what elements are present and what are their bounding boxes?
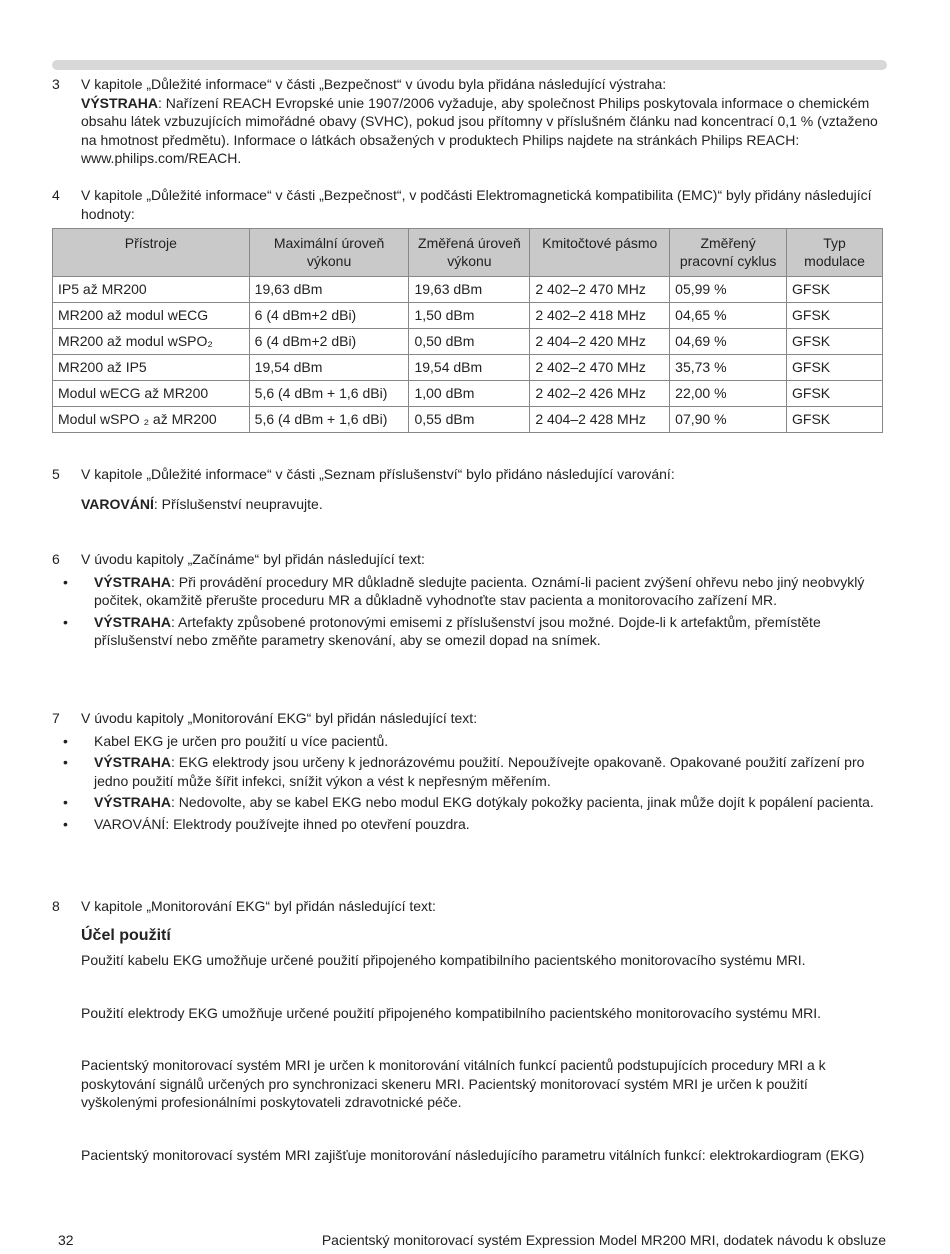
table-cell: Modul wECG až MR200 [53, 381, 250, 407]
table-cell: GFSK [787, 355, 883, 381]
table-cell: 19,54 dBm [409, 355, 530, 381]
table-header-row [53, 229, 883, 277]
table-cell: GFSK [787, 303, 883, 329]
item-5 [52, 465, 887, 513]
table-cell: 35,73 % [670, 355, 787, 381]
table-cell: GFSK [787, 277, 883, 303]
table-row [53, 329, 883, 355]
table-row [53, 407, 883, 433]
list-item [52, 573, 887, 610]
table-cell: GFSK [787, 329, 883, 355]
paragraph: Použití kabelu EKG umožňuje určené použití připojeného kompatibilního pacientského monitorovacího systému MRI. [81, 952, 806, 968]
warning-text: : Artefakty způsobené protonovými emisemi z příslušenství jsou možné. Dojde-li k artefaktům, přemístěte příslušenství nebo změňte parametry skenování, aby se omezil dopad na snímek. [94, 613, 821, 648]
table-cell: Modul wSPO ₂ až MR200 [53, 407, 250, 433]
table-cell: 0,55 dBm [409, 407, 530, 433]
warning-text: : EKG elektrody jsou určeny k jednorázovému použití. Nepoužívejte opakovaně. Opakované použití zařízení pro jedno použití může šířit infekci, snížit výkon a vést k nepřesným měřením. [94, 754, 865, 789]
item-3 [52, 75, 887, 168]
column-header: Maximální úroveň výkonu [249, 229, 409, 277]
list-item [52, 613, 887, 650]
table-cell: 6 (4 dBm+2 dBi) [249, 303, 409, 329]
warning-text: : Příslušenství neupravujte. [153, 495, 323, 512]
warning-label: VAROVÁNÍ [81, 495, 154, 512]
table-cell: 1,00 dBm [409, 381, 530, 407]
table-cell: 2 402–2 470 MHz [530, 277, 670, 303]
table-row [53, 355, 883, 381]
list-item [52, 753, 887, 790]
table-row [53, 277, 883, 303]
table-cell: 6 (4 dBm+2 dBi) [249, 329, 409, 355]
table-cell: 05,99 % [670, 277, 787, 303]
item-intro: V kapitole „Důležité informace“ v části „Bezpečnost“, v podčásti Elektromagnetická kompatibilita (EMC)“ byly přidány následující hodnoty: [81, 187, 872, 222]
list-item [52, 732, 887, 751]
list-item-text: Kabel EKG je určen pro použití u více pacientů. [94, 732, 389, 749]
table-cell: MR200 až modul wSPO₂ [53, 329, 250, 355]
bullet-icon: • [63, 732, 68, 749]
item-7 [52, 709, 887, 833]
bullet-icon: • [63, 794, 68, 810]
bullet-icon: • [63, 613, 68, 630]
list-item [52, 793, 887, 812]
item-8 [52, 897, 887, 1164]
table-row [53, 381, 883, 407]
column-header: Kmitočtové pásmo [530, 229, 670, 277]
table-cell: 2 402–2 418 MHz [530, 303, 670, 329]
warning-text: : Při provádění procedury MR důkladně sledujte pacienta. Oznámí-li pacient zvýšení ohřevu nebo jiný neobvyklý počitek, okamžitě přerušte proceduru MR a důkladně vyhodnoťte stav pacienta a monitorovacího zařízení MR. [94, 573, 865, 608]
table-cell: GFSK [787, 381, 883, 407]
table-cell: 07,90 % [670, 407, 787, 433]
column-header: Změřená úroveň výkonu [409, 229, 530, 277]
table-cell: 19,54 dBm [249, 355, 409, 381]
table-cell: MR200 až modul wECG [53, 303, 250, 329]
item-intro: V kapitole „Důležité informace“ v části „Seznam příslušenství“ bylo přidáno následující varování: [81, 466, 675, 482]
warning-label: VÝSTRAHA [94, 613, 172, 630]
emc-table [52, 228, 883, 433]
item-6 [52, 550, 887, 650]
item-number: 5 [52, 466, 60, 482]
top-rule [52, 60, 887, 70]
column-header: Typ modulace [787, 229, 883, 277]
table-cell: 0,50 dBm [409, 329, 530, 355]
item-intro: V úvodu kapitoly „Začínáme“ byl přidán následující text: [81, 551, 425, 567]
list-item [52, 815, 887, 834]
warning-paragraph [81, 94, 887, 168]
item-number: 3 [52, 76, 60, 92]
table-cell: 22,00 % [670, 381, 787, 407]
item-number: 7 [52, 710, 60, 726]
table-cell: 5,6 (4 dBm + 1,6 dBi) [249, 381, 409, 407]
list-item-text: VAROVÁNÍ: Elektrody používejte ihned po otevření pouzdra. [94, 815, 470, 832]
table-cell: 2 402–2 426 MHz [530, 381, 670, 407]
section-heading: Účel použití [81, 926, 171, 944]
paragraph: Pacientský monitorovací systém MRI zajišťuje monitorování následujícího parametru vitálních funkcí: elektrokardiogram (EKG) [81, 1146, 865, 1163]
table-cell: 2 404–2 428 MHz [530, 407, 670, 433]
table-cell: 19,63 dBm [249, 277, 409, 303]
warning-text: : Nařízení REACH Evropské unie 1907/2006 vyžaduje, aby společnost Philips poskytovala informace o chemickém obsahu látek vzbuzujících mimořádné obavy (SVHC), pokud jsou přítomny v příslušném článku nad koncentrací 0,1 % (vztaženo na hmotnost předmětu). Informace o látkách obsažených v produktech Philips najdete na stránkách Philips REACH: www.philips.com/REACH. [81, 94, 878, 166]
paragraph: Použití elektrody EKG umožňuje určené použití připojeného kompatibilního pacientského monitorovacího systému MRI. [81, 1004, 822, 1021]
table-cell: IP5 až MR200 [53, 277, 250, 303]
table-cell: GFSK [787, 407, 883, 433]
bullet-icon: • [63, 754, 68, 770]
bullet-icon: • [63, 573, 68, 590]
warning-label: VÝSTRAHA [94, 754, 172, 770]
bullet-icon: • [63, 815, 68, 832]
table-cell: 1,50 dBm [409, 303, 530, 329]
warning-label: VÝSTRAHA [81, 94, 159, 111]
item-intro: V kapitole „Monitorování EKG“ byl přidán následující text: [81, 898, 436, 914]
item-intro: V kapitole „Důležité informace“ v části „Bezpečnost“ v úvodu byla přidána následující výstraha: [81, 76, 667, 92]
table-row [53, 303, 883, 329]
item-number: 8 [52, 898, 60, 914]
table-cell: 5,6 (4 dBm + 1,6 dBi) [249, 407, 409, 433]
paragraph: Pacientský monitorovací systém MRI je určen k monitorování vitálních funkcí pacientů podstupujících procedury MRI a k poskytování signálů určených pro synchronizaci skeneru MRI. Pacientský monitorovací systém MRI je určen k použití vyškolenými profesionálními poskytovateli zdravotnické péče. [81, 1057, 826, 1110]
footer-title: Pacientský monitorovací systém Expression Model MR200 MRI, dodatek návodu k obsluze [321, 1232, 886, 1248]
item-intro: V úvodu kapitoly „Monitorování EKG“ byl přidán následující text: [81, 710, 478, 726]
table-cell: 04,65 % [670, 303, 787, 329]
column-header: Přístroje [53, 229, 250, 277]
item-number: 4 [52, 187, 60, 203]
table-cell: 04,69 % [670, 329, 787, 355]
table-cell: 2 402–2 470 MHz [530, 355, 670, 381]
table-cell: 2 404–2 420 MHz [530, 329, 670, 355]
item-4 [52, 186, 887, 433]
warning-label: VÝSTRAHA [94, 573, 172, 590]
table-cell: 19,63 dBm [409, 277, 530, 303]
item-number: 6 [52, 551, 60, 567]
warning-label: VÝSTRAHA [94, 794, 172, 810]
column-header: Změřený pracovní cyklus [670, 229, 787, 277]
table-cell: MR200 až IP5 [53, 355, 250, 381]
warning-paragraph [81, 495, 887, 514]
page-number: 32 [58, 1232, 74, 1248]
warning-text: : Nedovolte, aby se kabel EKG nebo modul EKG dotýkaly pokožky pacienta, jinak může dojít k popálení pacienta. [171, 794, 874, 810]
